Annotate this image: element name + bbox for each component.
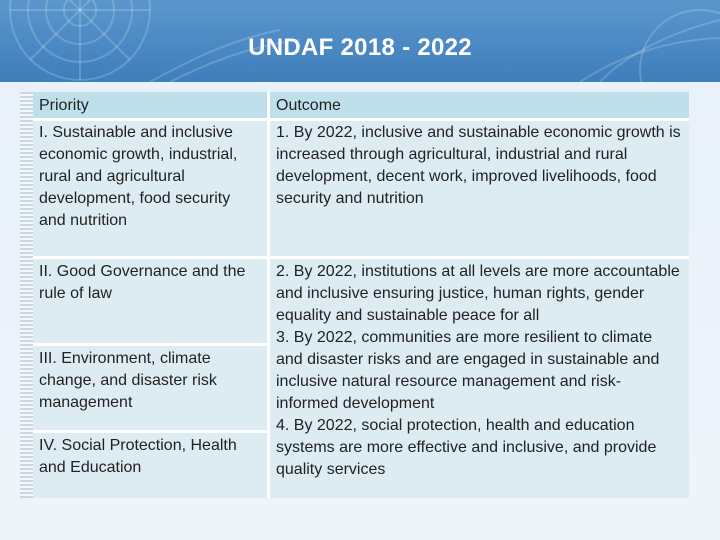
header-priority: Priority xyxy=(33,92,267,118)
outcome-text-2: 2. By 2022, institutions at all levels are more accountable and inclusive ensuring justice, human rights, gender equality and sustainable peace for all xyxy=(276,263,680,324)
outcome-text-4: 4. By 2022, social protection, health and education systems are more effective and inclusive, and provide quality services xyxy=(276,417,657,478)
priority-cell-1: I. Sustainable and inclusive economic growth, industrial, rural and agricultural development, food security and nutrition xyxy=(33,121,267,256)
priority-cell-3: III. Environment, climate change, and disaster risk management xyxy=(33,346,267,430)
undaf-table xyxy=(33,92,689,498)
priority-cell-4: IV. Social Protection, Health and Education xyxy=(33,433,267,498)
decorative-strip xyxy=(20,92,33,498)
outcome-cell-1: 1. By 2022, inclusive and sustainable economic growth is increased through agricultural, industrial and rural development, decent work, improved livelihoods, food security and nutrition xyxy=(270,121,689,256)
outcome-cell-2-4 xyxy=(270,259,689,498)
header-outcome: Outcome xyxy=(270,92,689,118)
slide-title: UNDAF 2018 - 2022 xyxy=(248,34,472,61)
outcome-text-3: 3. By 2022, communities are more resilient to climate and disaster risks and are engaged in sustainable and inclusive natural resource management and risk-informed development xyxy=(276,329,660,412)
priority-cell-2: II. Good Governance and the rule of law xyxy=(33,259,267,343)
title-banner xyxy=(0,0,720,82)
